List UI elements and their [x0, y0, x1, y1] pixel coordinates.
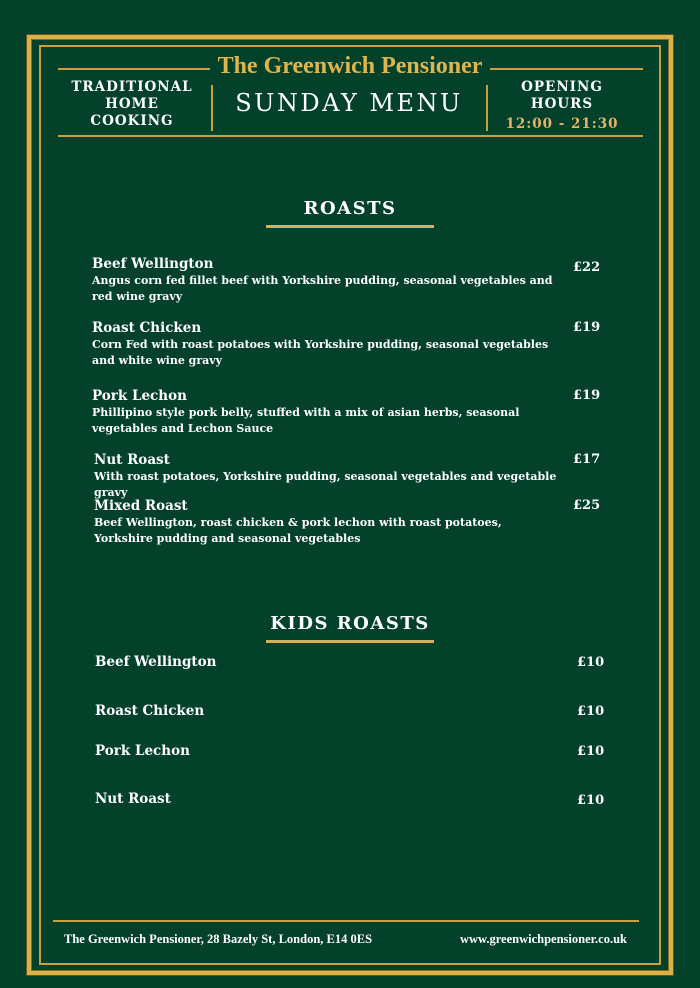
kids-item-name: Roast Chicken [95, 703, 205, 719]
traditional-home-cooking [66, 79, 198, 130]
footer-address: The Greenwich Pensioner, 28 Bazely St, London, E14 0ES [64, 932, 373, 946]
item-name: Mixed Roast [94, 498, 188, 514]
kids-roasts-title: KIDS ROASTS [270, 613, 430, 634]
list-item [92, 320, 562, 369]
item-name: Roast Chicken [92, 320, 202, 336]
left-line-1: TRADITIONAL [71, 79, 193, 95]
item-name: Nut Roast [94, 452, 170, 468]
roasts-title: ROASTS [303, 198, 397, 219]
opening-hours [496, 79, 628, 133]
hours-label-2: HOURS [530, 96, 594, 112]
footer-rule [53, 920, 639, 922]
header-divider-right [486, 85, 488, 131]
item-desc: Angus corn fed fillet beef with Yorkshire pudding, seasonal vegetables and red wine gravy [92, 274, 553, 303]
footer-website-link[interactable]: www.greenwichpensioner.co.uk [459, 932, 627, 946]
header-bottom-rule [58, 135, 643, 137]
item-desc: Phillipino style pork belly, stuffed with a mix of asian herbs, seasonal vegetables and Lechon Sauce [92, 406, 520, 435]
item-name: Pork Lechon [92, 388, 187, 404]
list-item [92, 388, 562, 437]
kids-item-name: Pork Lechon [95, 743, 190, 759]
hours-value: 12:00 - 21:30 [505, 116, 619, 132]
item-name: Beef Wellington [92, 256, 214, 272]
list-item [92, 256, 562, 305]
item-price: £22 [573, 260, 601, 275]
left-line-2: HOME [105, 96, 159, 112]
item-price: £25 [573, 498, 601, 513]
kids-item-price: £10 [577, 655, 605, 670]
kids-underline [266, 640, 434, 643]
kids-item-name: Nut Roast [95, 791, 171, 807]
kids-item-price: £10 [577, 704, 605, 719]
roasts-underline [266, 225, 434, 228]
kids-item-price: £10 [577, 793, 605, 808]
kids-item-price: £10 [577, 744, 605, 759]
hours-label-1: OPENING [521, 79, 603, 95]
item-price: £19 [573, 388, 601, 403]
list-item [94, 498, 564, 547]
item-price: £17 [573, 452, 601, 467]
item-desc: Beef Wellington, roast chicken & pork lechon with roast potatoes, Yorkshire pudding and seasonal vegetables [94, 516, 502, 545]
item-price: £19 [573, 320, 601, 335]
item-desc: Corn Fed with roast potatoes with Yorkshire pudding, seasonal vegetables and white wine gravy [92, 338, 549, 367]
item-desc: With roast potatoes, Yorkshire pudding, seasonal vegetables and vegetable gravy [94, 470, 557, 499]
kids-item-name: Beef Wellington [95, 654, 217, 670]
list-item [94, 452, 564, 501]
brand-title: The Greenwich Pensioner [0, 53, 700, 80]
header-divider-left [211, 85, 213, 131]
menu-title: SUNDAY MENU [235, 89, 463, 117]
left-line-3: COOKING [90, 113, 174, 129]
